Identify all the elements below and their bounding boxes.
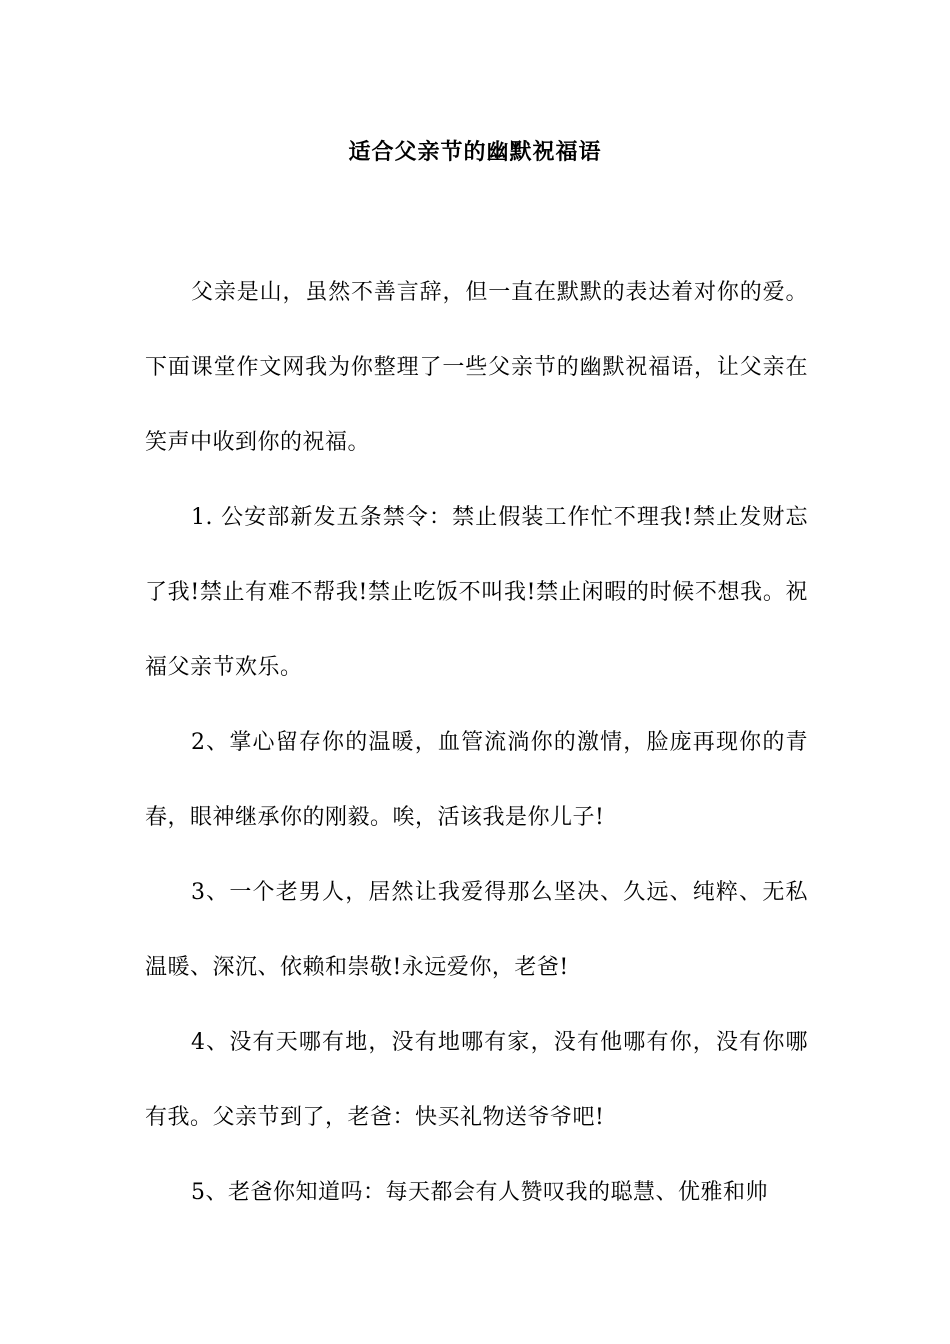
document-title: 适合父亲节的幽默祝福语 [348, 140, 602, 165]
wish-paragraph-5: 5、老爸你知道吗：每天都会有人赞叹我的聪慧、优雅和帅 [191, 1180, 768, 1205]
document-body [145, 255, 808, 1230]
wish-paragraph-1: 1. 公安部新发五条禁令：禁止假装工作忙不理我!禁止发财忘了我!禁止有难不帮我!禁止吃饭不叫我!禁止闲暇的时候不想我。祝福父亲节欢乐。 [145, 505, 808, 680]
wish-paragraph-2: 2、掌心留存你的温暖，血管流淌你的激情，脸庞再现你的青春，眼神继承你的刚毅。唉，活该我是你儿子! [145, 730, 808, 830]
wish-paragraph-4: 4、没有天哪有地，没有地哪有家，没有他哪有你，没有你哪有我。父亲节到了，老爸：快买礼物送爷爷吧! [145, 1030, 808, 1130]
wish-paragraph-3: 3、一个老男人，居然让我爱得那么坚决、久远、纯粹、无私温暖、深沉、依赖和崇敬!永远爱你，老爸! [145, 880, 808, 980]
intro-paragraph: 父亲是山，虽然不善言辞，但一直在默默的表达着对你的爱。下面课堂作文网我为你整理了一些父亲节的幽默祝福语，让父亲在笑声中收到你的祝福。 [145, 280, 808, 455]
